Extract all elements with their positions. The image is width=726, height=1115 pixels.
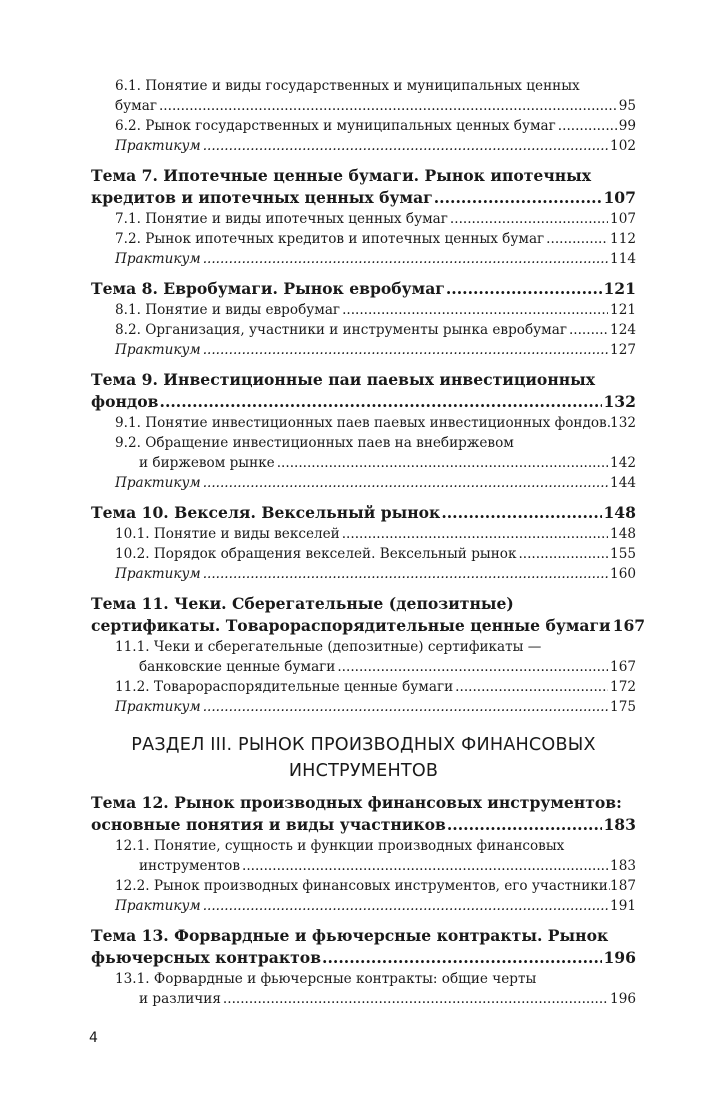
toc-entry-title-line2: и различия	[139, 991, 221, 1007]
toc-page-number: 102	[610, 138, 636, 154]
toc-topic-7[interactable]	[91, 165, 636, 209]
toc-entry-title: 7.1. Понятие и виды ипотечных ценных бумаг	[115, 211, 448, 227]
toc-entry-title: Практикум	[115, 566, 201, 582]
toc-entry-title-line1: 13.1. Форвардные и фьючерсные контракты: общие черты	[115, 971, 537, 987]
toc-entry-10-1[interactable]	[91, 524, 636, 544]
toc-page-number: 142	[610, 455, 636, 471]
toc-entry-practicum-11[interactable]	[91, 697, 636, 717]
dot-leader	[203, 473, 608, 493]
toc-entry-title-line1: 6.1. Понятие и виды государственных и муниципальных ценных	[115, 78, 580, 94]
toc-topic-10[interactable]	[91, 502, 636, 524]
section-heading[interactable]	[91, 732, 636, 784]
toc-page-number: 183	[610, 858, 636, 874]
toc-page-number: 144	[610, 475, 636, 491]
dot-leader	[203, 340, 608, 360]
toc-entry-10-2[interactable]	[91, 544, 636, 564]
dot-leader	[342, 300, 608, 320]
toc-entry-8-2[interactable]	[91, 320, 636, 340]
toc-entry-practicum-10[interactable]	[91, 564, 636, 584]
page-number: 4	[89, 1030, 98, 1046]
toc-entry-practicum-9[interactable]	[91, 473, 636, 493]
dot-leader	[160, 391, 603, 413]
toc-entry-title: Практикум	[115, 475, 201, 491]
dot-leader	[322, 947, 602, 969]
toc-entry-title: 9.1. Понятие инвестиционных паев паевых инвестиционных фондов	[115, 415, 607, 431]
toc-entry-title-line2: банковские ценные бумаги	[139, 659, 336, 675]
toc-entry-title: Практикум	[115, 138, 201, 154]
dot-leader	[558, 116, 617, 136]
toc-entry-11-1[interactable]	[91, 637, 636, 677]
toc-page-number: 121	[603, 279, 636, 298]
toc-topic-title-line2: фондов	[91, 392, 159, 411]
toc-entry-title: 12.2. Рынок производных финансовых инструментов, его участники	[115, 878, 608, 894]
toc-topic-title-line1: Тема 13. Форвардные и фьючерсные контракты. Рынок	[91, 926, 609, 945]
toc-entry-7-1[interactable]	[91, 209, 636, 229]
toc-page-number: 196	[603, 948, 636, 967]
toc-entry-practicum-8[interactable]	[91, 340, 636, 360]
toc-entry-title: 10.1. Понятие и виды векселей	[115, 526, 340, 542]
toc-page-number: 196	[610, 991, 636, 1007]
toc-entry-8-1[interactable]	[91, 300, 636, 320]
dot-leader	[159, 96, 617, 116]
toc-topic-title-line1: Тема 9. Инвестиционные паи паевых инвестиционных	[91, 370, 596, 389]
toc-entry-practicum-12[interactable]	[91, 896, 636, 916]
toc-page-number: 112	[610, 231, 636, 247]
toc-topic-13[interactable]	[91, 925, 636, 969]
section-heading-line1: РАЗДЕЛ III. РЫНОК ПРОИЗВОДНЫХ ФИНАНСОВЫХ	[131, 735, 596, 755]
toc-entry-practicum-7[interactable]	[91, 249, 636, 269]
toc-entry-11-2[interactable]	[91, 677, 636, 697]
toc-topic-title-line1: Тема 12. Рынок производных финансовых инструментов:	[91, 793, 622, 812]
toc-entry-12-2[interactable]	[91, 876, 636, 896]
dot-leader	[441, 502, 602, 524]
toc-page-number: 121	[610, 302, 636, 318]
toc-entry-13-1[interactable]	[91, 969, 636, 1009]
toc-topic-9[interactable]	[91, 369, 636, 413]
toc-entry-title-line2: инструментов	[139, 858, 240, 874]
toc-entry-title: Практикум	[115, 898, 201, 914]
dot-leader	[450, 209, 608, 229]
toc-entry-title-line2: и биржевом рынке	[139, 455, 275, 471]
toc-topic-title: Тема 10. Векселя. Вексельный рынок	[91, 503, 441, 522]
toc-page-number: 127	[610, 342, 636, 358]
toc-topic-title-line2: основные понятия и виды участников	[91, 815, 446, 834]
dot-leader	[277, 453, 608, 473]
toc-page-number: 167	[612, 616, 646, 635]
dot-leader	[242, 856, 608, 876]
toc-topic-title-line1: Тема 7. Ипотечные ценные бумаги. Рынок ипотечных	[91, 166, 592, 185]
toc-entry-title-line1: 9.2. Обращение инвестиционных паев на внебиржевом	[115, 435, 514, 451]
toc-page-number: 107	[603, 188, 636, 207]
toc-entry-practicum-6[interactable]	[91, 136, 636, 156]
toc-entry-title-line1: 11.1. Чеки и сберегательные (депозитные) сертификаты —	[115, 639, 542, 655]
toc-entry-7-2[interactable]	[91, 229, 636, 249]
toc-page-number: 107	[610, 211, 636, 227]
toc-topic-title-line2: кредитов и ипотечных ценных бумаг	[91, 188, 433, 207]
toc-page-number: 155	[610, 546, 636, 562]
toc-entry-title-line2: бумаг	[115, 98, 157, 114]
toc-entry-title: Практикум	[115, 699, 201, 715]
dot-leader	[337, 657, 608, 677]
dot-leader	[446, 278, 603, 300]
toc-page-number: 175	[610, 699, 636, 715]
toc-entry-9-2[interactable]	[91, 433, 636, 473]
toc-entry-title: Практикум	[115, 251, 201, 267]
dot-leader	[223, 989, 608, 1009]
dot-leader	[203, 249, 608, 269]
toc-entry-title-line1: 12.1. Понятие, сущность и функции производных финансовых	[115, 838, 565, 854]
toc-entry-6-2[interactable]	[91, 116, 636, 136]
dot-leader	[569, 320, 608, 340]
toc-page-number: 124	[610, 322, 636, 338]
toc-topic-title: Тема 8. Евробумаги. Рынок евробумаг	[91, 279, 445, 298]
toc-entry-title: 7.2. Рынок ипотечных кредитов и ипотечных ценных бумаг	[115, 231, 545, 247]
dot-leader	[203, 697, 608, 717]
toc-entry-title: 10.2. Порядок обращения векселей. Вексельный рынок	[115, 546, 517, 562]
toc-entry-6-1[interactable]	[91, 76, 636, 116]
table-of-contents	[91, 76, 646, 1009]
toc-page-number: 167	[610, 659, 636, 675]
toc-entry-title: Практикум	[115, 342, 201, 358]
section-heading-line2: ИНСТРУМЕНТОВ	[288, 761, 439, 781]
toc-page-number: 132	[610, 415, 636, 431]
toc-entry-title: 8.2. Организация, участники и инструменты рынка евробумаг	[115, 322, 567, 338]
dot-leader	[447, 814, 603, 836]
dot-leader	[203, 896, 608, 916]
toc-entry-title: 8.1. Понятие и виды евробумаг	[115, 302, 341, 318]
dot-leader	[518, 544, 608, 564]
toc-topic-title-line1: Тема 11. Чеки. Сберегательные (депозитные)	[91, 594, 514, 613]
toc-page-number: 187	[610, 878, 636, 894]
toc-topic-12[interactable]	[91, 792, 636, 836]
dot-leader	[203, 136, 608, 156]
toc-entry-9-1[interactable]	[91, 413, 636, 433]
toc-entry-title: 6.2. Рынок государственных и муниципальных ценных бумаг	[115, 118, 556, 134]
dot-leader	[342, 524, 608, 544]
toc-topic-8[interactable]	[91, 278, 636, 300]
toc-page-number: 183	[603, 815, 636, 834]
toc-topic-title-line2: сертификаты. Товарораспорядительные ценные бумаги	[91, 616, 611, 635]
toc-page-number: 95	[618, 98, 636, 114]
toc-page-number: 160	[610, 566, 636, 582]
toc-entry-12-1[interactable]	[91, 836, 636, 876]
toc-page-number: 132	[603, 392, 636, 411]
toc-page-number: 114	[610, 251, 636, 267]
dot-leader	[546, 229, 608, 249]
toc-page-number: 148	[610, 526, 636, 542]
toc-entry-title: 11.2. Товарораспорядительные ценные бумаги	[115, 679, 454, 695]
toc-page-number: 191	[610, 898, 636, 914]
toc-page-number: 99	[618, 118, 636, 134]
toc-page-number: 148	[603, 503, 636, 522]
toc-page-number: 172	[610, 679, 636, 695]
dot-leader	[203, 564, 608, 584]
toc-topic-title-line2: фьючерсных контрактов	[91, 948, 322, 967]
dot-leader	[455, 677, 608, 697]
toc-topic-11[interactable]	[91, 593, 646, 637]
dot-leader	[434, 187, 603, 209]
